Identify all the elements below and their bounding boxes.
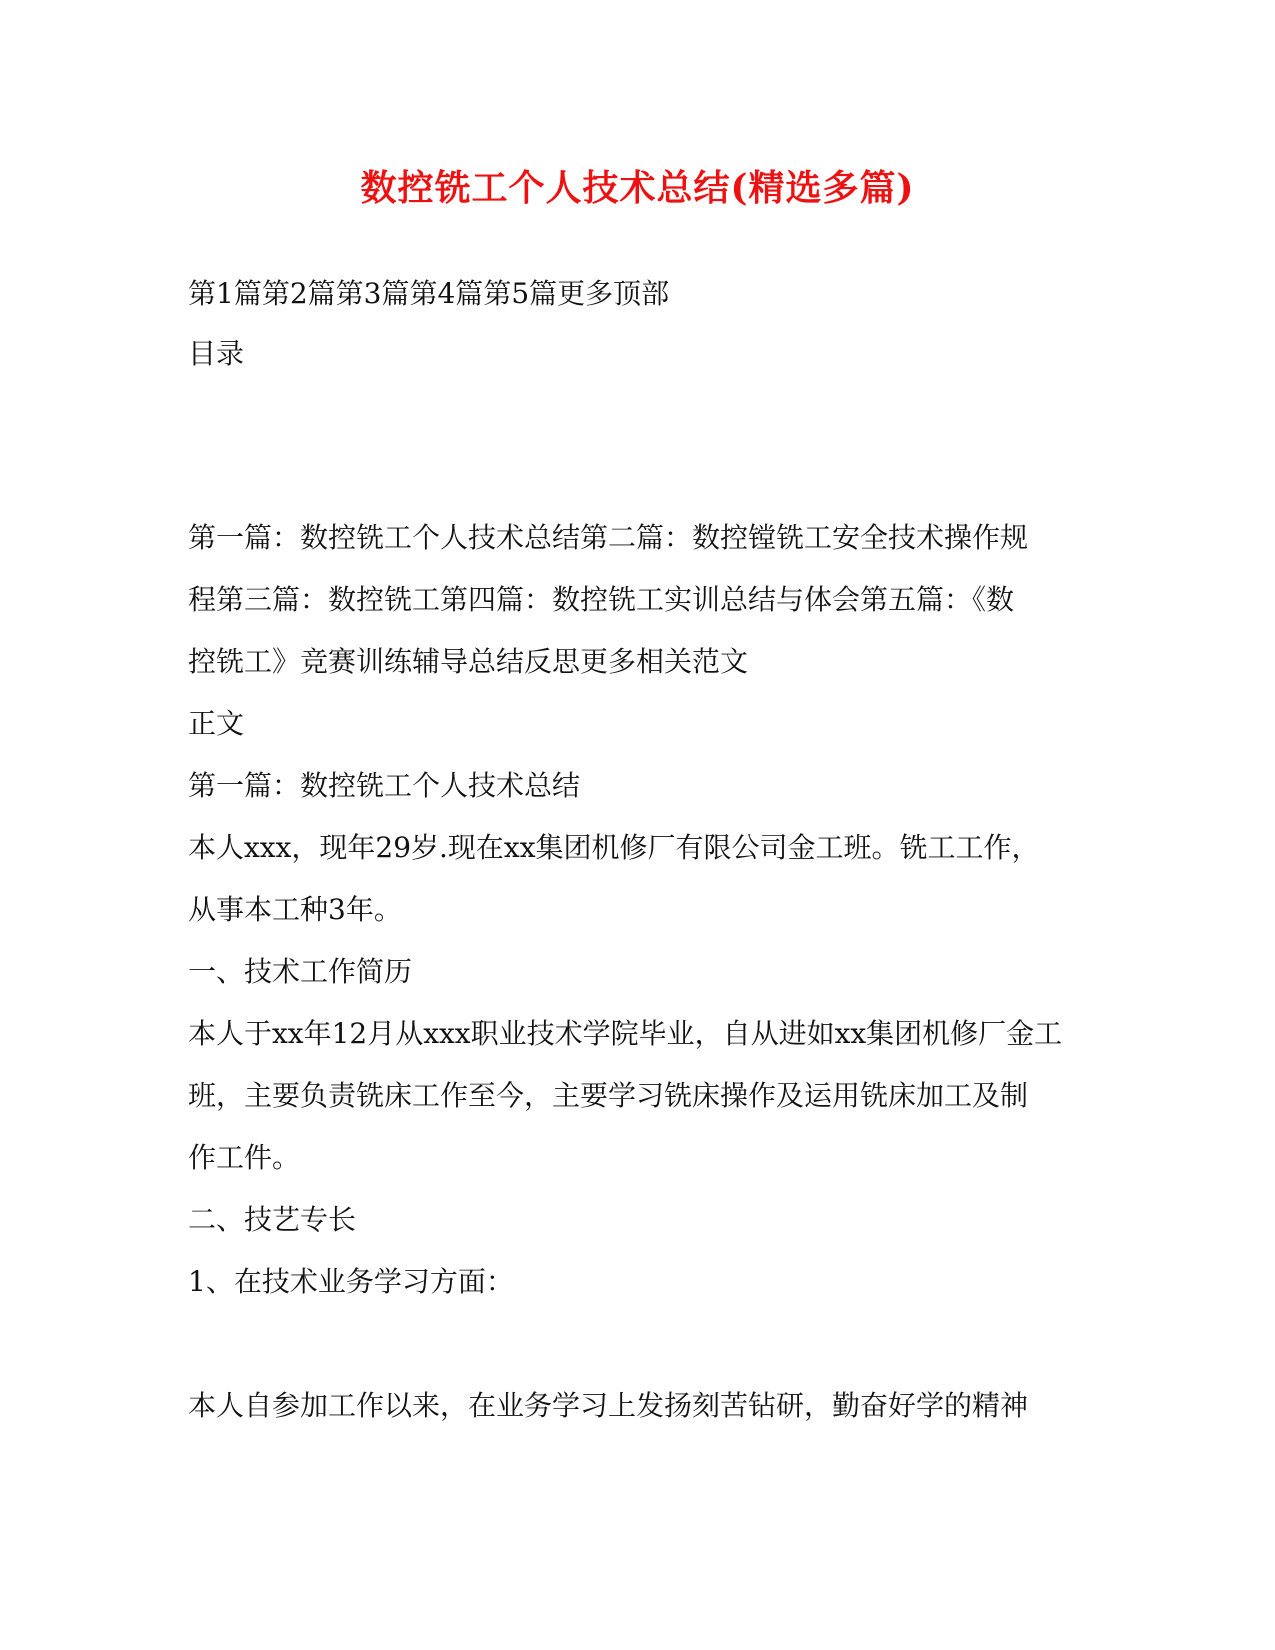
toc-line-1[interactable]: 第一篇：数控铣工个人技术总结第二篇：数控镗铣工安全技术操作规 — [188, 521, 1029, 554]
paragraph-2-line-2: 班，主要负责铣床工作至今，主要学习铣床操作及运用铣床加工及制 — [188, 1079, 1029, 1112]
toc-line-2[interactable]: 程第三篇：数控铣工第四篇：数控铣工实训总结与体会第五篇：《数 — [188, 583, 1015, 616]
body-heading: 正文 — [188, 707, 245, 740]
paragraph-2-line-1: 本人于xx年12月从xxx职业技术学院毕业，自从进如xx集团机修厂金工 — [188, 1017, 1063, 1050]
toc-line-3[interactable]: 控铣工》竞赛训练辅导总结反思更多相关范文 — [188, 645, 749, 678]
toc-heading: 目录 — [188, 337, 245, 370]
nav-links — [188, 276, 669, 312]
heading-study: 1、在技术业务学习方面： — [188, 1265, 514, 1298]
document-title: 数控铣工个人技术总结(精选多篇) — [360, 167, 915, 209]
nav-link-part-5[interactable]: 第5篇 — [483, 277, 558, 310]
nav-link-part-2[interactable]: 第2篇 — [261, 277, 336, 310]
paragraph-3-line-1: 本人自参加工作以来，在业务学习上发扬刻苦钻研，勤奋好学的精神 — [188, 1389, 1029, 1422]
nav-link-part-4[interactable]: 第4篇 — [409, 277, 484, 310]
paragraph-1-line-2: 从事本工种3年。 — [188, 893, 402, 926]
paragraph-2-line-3: 作工件。 — [188, 1141, 301, 1174]
heading-skills: 二、技艺专长 — [188, 1203, 357, 1236]
paragraph-1-line-1: 本人xxx，现年29岁.现在xx集团机修厂有限公司金工班。铣工工作， — [188, 831, 1040, 864]
nav-link-top[interactable]: 顶部 — [613, 277, 670, 310]
section-title: 第一篇：数控铣工个人技术总结 — [188, 769, 581, 802]
heading-work-history: 一、技术工作简历 — [188, 955, 413, 988]
nav-link-part-3[interactable]: 第3篇 — [335, 277, 410, 310]
nav-link-part-1[interactable]: 第1篇 — [188, 277, 262, 310]
nav-link-more[interactable]: 更多 — [557, 277, 614, 310]
